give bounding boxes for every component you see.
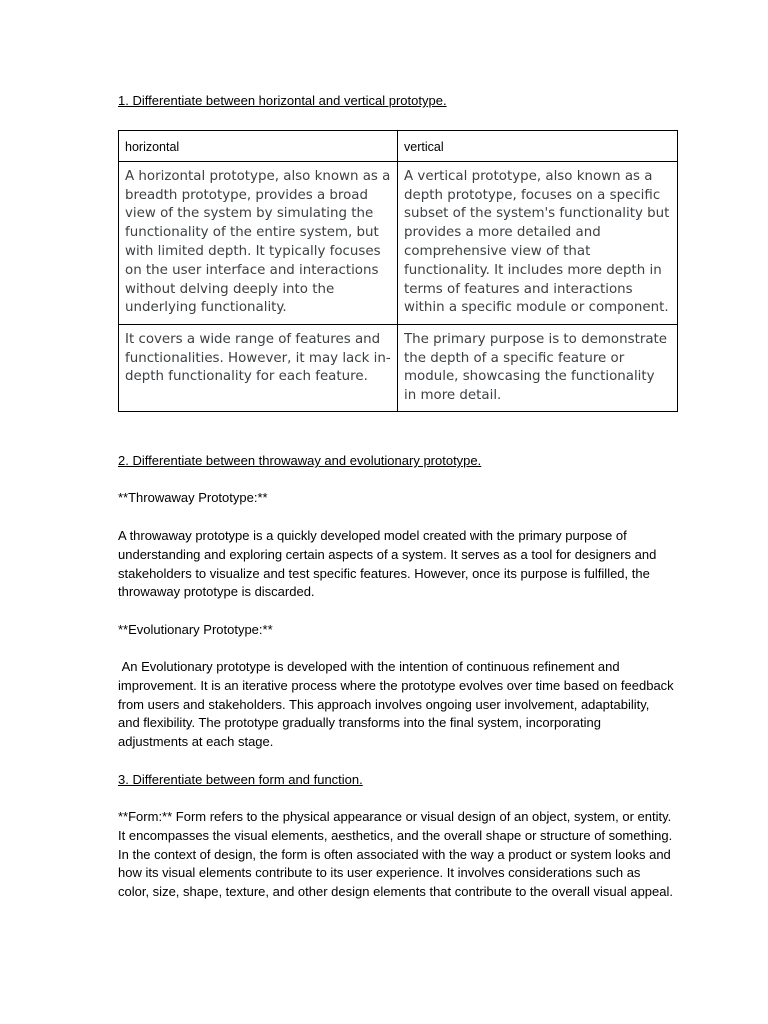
table-row bbox=[119, 324, 678, 411]
table-cell: A vertical prototype, also known as a depth prototype, focuses on a specific subset of the system's functionality but provides a more detailed and comprehensive view of that functionality. It includes more depth in terms of features and interactions within a specific module or component. bbox=[398, 161, 678, 324]
throwaway-paragraph: A throwaway prototype is a quickly developed model created with the primary purpose of understanding and exploring certain aspects of a system. It serves as a tool for designers and stakeholders to visualize and test specific features. However, once its purpose is fulfilled, the throwaway prototype is discarded. bbox=[118, 528, 657, 600]
table-cell: The primary purpose is to demonstrate the depth of a specific feature or module, showcasing the functionality in more detail. bbox=[398, 324, 678, 411]
question-3-heading: 3. Differentiate between form and function. bbox=[118, 772, 363, 787]
comparison-table bbox=[118, 130, 678, 412]
evolutionary-paragraph: An Evolutionary prototype is developed with the intention of continuous refinement and improvement. It is an iterative process where the prototype evolves over time based on feedback from users and stakeholders. This approach involves ongoing user involvement, adaptability, and flexibility. The prototype gradually transforms into the final system, incorporating adjustments at each stage. bbox=[118, 659, 678, 750]
form-paragraph: **Form:** Form refers to the physical appearance or visual design of an object, system, or entity. It encompasses the visual elements, aesthetics, and the overall shape or structure of something. In the context of design, the form is often associated with the way a product or system looks and how its visual elements contribute to its user experience. It involves considerations such as color, size, shape, texture, and other design elements that contribute to the overall visual appeal. bbox=[118, 809, 674, 900]
table-header-vertical: vertical bbox=[398, 131, 678, 162]
question-1-heading: 1. Differentiate between horizontal and vertical prototype. bbox=[118, 93, 447, 108]
table-header-horizontal: horizontal bbox=[119, 131, 398, 162]
table-cell: It covers a wide range of features and functionalities. However, it may lack in-depth functionality for each feature. bbox=[119, 324, 398, 411]
table-cell: A horizontal prototype, also known as a breadth prototype, provides a broad view of the system by simulating the functionality of the entire system, but with limited depth. It typically focuses on the user interface and interactions without delving deeply into the underlying functionality. bbox=[119, 161, 398, 324]
throwaway-label: **Throwaway Prototype:** bbox=[118, 490, 268, 505]
table-header-row bbox=[119, 131, 678, 162]
evolutionary-label: **Evolutionary Prototype:** bbox=[118, 622, 273, 637]
table-row bbox=[119, 161, 678, 324]
question-2-heading: 2. Differentiate between throwaway and evolutionary prototype. bbox=[118, 453, 482, 468]
